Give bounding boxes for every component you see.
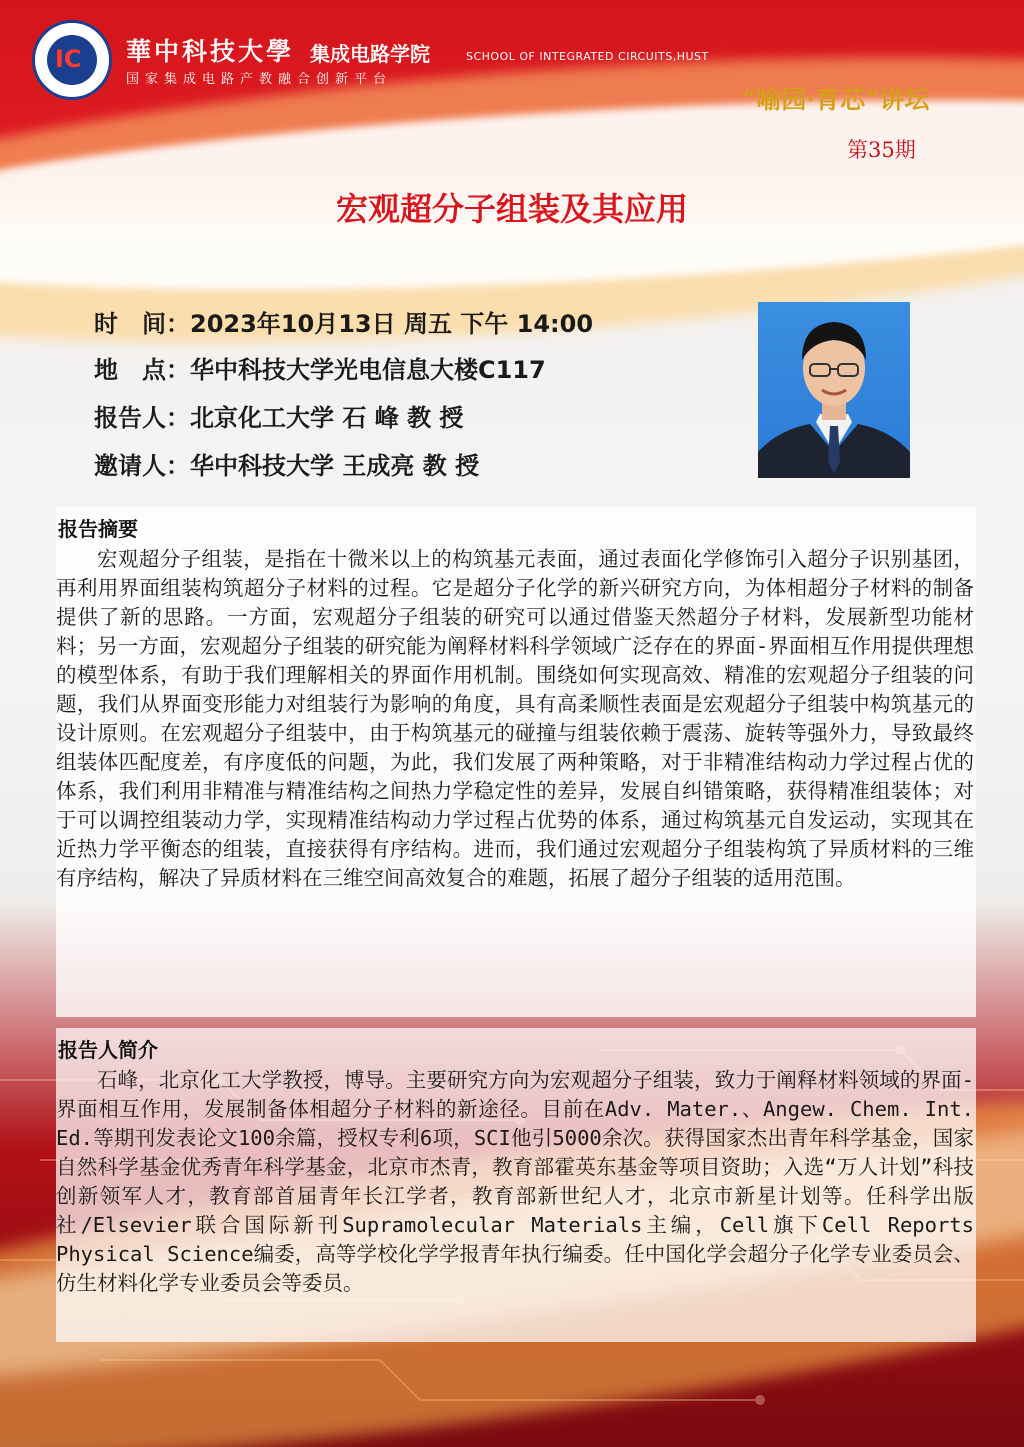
speaker-portrait-illustration bbox=[758, 302, 910, 478]
host-row bbox=[94, 446, 479, 481]
bio-heading: 报告人简介 bbox=[58, 1038, 158, 1062]
university-name: 華中科技大學 bbox=[126, 37, 295, 66]
logo-ic-mark: IC bbox=[55, 45, 82, 73]
abstract-panel bbox=[56, 507, 976, 1017]
bio-text: 石峰，北京化工大学教授，博导。主要研究方向为宏观超分子组装，致力于阐释材料领域的界面-界面相互作用，发展制备体相超分子材料的新途径。目前在Adv. Mater.、Angew. Chem. Int. Ed.等期刊发表论文100余篇，授权专利6项，SCI他引5000余次。获得国家杰出青年科学基金，国家自然科学基金优秀青年科学基金，北京市杰青，教育部霍英东基金等项目资助；入选“万人计划”科技创新领军人才，教育部首届青年长江学者，教育部新世纪人才，北京市新星计划等。任科学出版社/Elsevier联合国际新刊Supramolecular Materials主编，Cell旗下Cell Reports Physical Science编委，高等学校化学学报青年执行编委。任中国化学会超分子化学专业委员会、仿生材料化学专业委员会等委员。 bbox=[56, 1068, 974, 1295]
host-label: 邀请人： bbox=[94, 452, 190, 480]
speaker-photo bbox=[758, 302, 910, 478]
platform-name: 国家集成电路产教融合创新平台 bbox=[126, 72, 393, 87]
place-value: 华中科技大学光电信息大楼C117 bbox=[190, 356, 546, 384]
forum-name: “喻园·育芯”讲坛 bbox=[742, 85, 930, 114]
time-label: 时 间： bbox=[94, 310, 190, 338]
school-name-en: SCHOOL OF INTEGRATED CIRCUITS,HUST bbox=[466, 50, 709, 63]
place-row bbox=[94, 350, 546, 385]
place-label: 地 点： bbox=[94, 356, 190, 384]
bio-panel bbox=[56, 1028, 976, 1342]
time-row bbox=[94, 304, 593, 339]
abstract-heading: 报告摘要 bbox=[58, 517, 138, 541]
school-name-cn: 集成电路学院 bbox=[310, 42, 430, 66]
abstract-text: 宏观超分子组装，是指在十微米以上的构筑基元表面，通过表面化学修饰引入超分子识别基团，再利用界面组装构筑超分子材料的过程。它是超分子化学的新兴研究方向，为体相超分子材料的制备提供了新的思路。一方面，宏观超分子组装的研究可以通过借鉴天然超分子材料，发展新型功能材料；另一方面，宏观超分子组装的研究能为阐释材料科学领域广泛存在的界面-界面相互作用提供理想的模型体系，有助于我们理解相关的界面作用机制。围绕如何实现高效、精准的宏观超分子组装的问题，我们从界面变形能力对组装行为影响的角度，具有高柔顺性表面是宏观超分子组装中构筑基元的设计原则。在宏观超分子组装中，由于构筑基元的碰撞与组装依赖于震荡、旋转等强外力，导致最终组装体匹配度差，有序度低的问题，为此，我们发展了两种策略，对于非精准结构动力学过程占优的体系，我们利用非精准与精准结构之间热力学稳定性的差异，发展自纠错策略，获得精准组装体；对于可以调控组装动力学，实现精准结构动力学过程占优势的体系，通过构筑基元自发运动，实现其在近热力学平衡态的组装，直接获得有序结构。进而，我们通过宏观超分子组装构筑了异质材料的三维有序结构，解决了异质材料在三维空间高效复合的难题，拓展了超分子组装的适用范围。 bbox=[56, 547, 974, 890]
time-value: 2023年10月13日 周五 下午 14:00 bbox=[190, 310, 594, 338]
speaker-label: 报告人： bbox=[94, 404, 190, 432]
forum-issue: 第35期 bbox=[847, 138, 916, 162]
talk-title: 宏观超分子组装及其应用 bbox=[335, 190, 688, 228]
speaker-value: 北京化工大学 石 峰 教 授 bbox=[190, 404, 464, 432]
speaker-row bbox=[94, 398, 463, 433]
host-value: 华中科技大学 王成亮 教 授 bbox=[190, 452, 480, 480]
university-logo bbox=[32, 20, 112, 100]
